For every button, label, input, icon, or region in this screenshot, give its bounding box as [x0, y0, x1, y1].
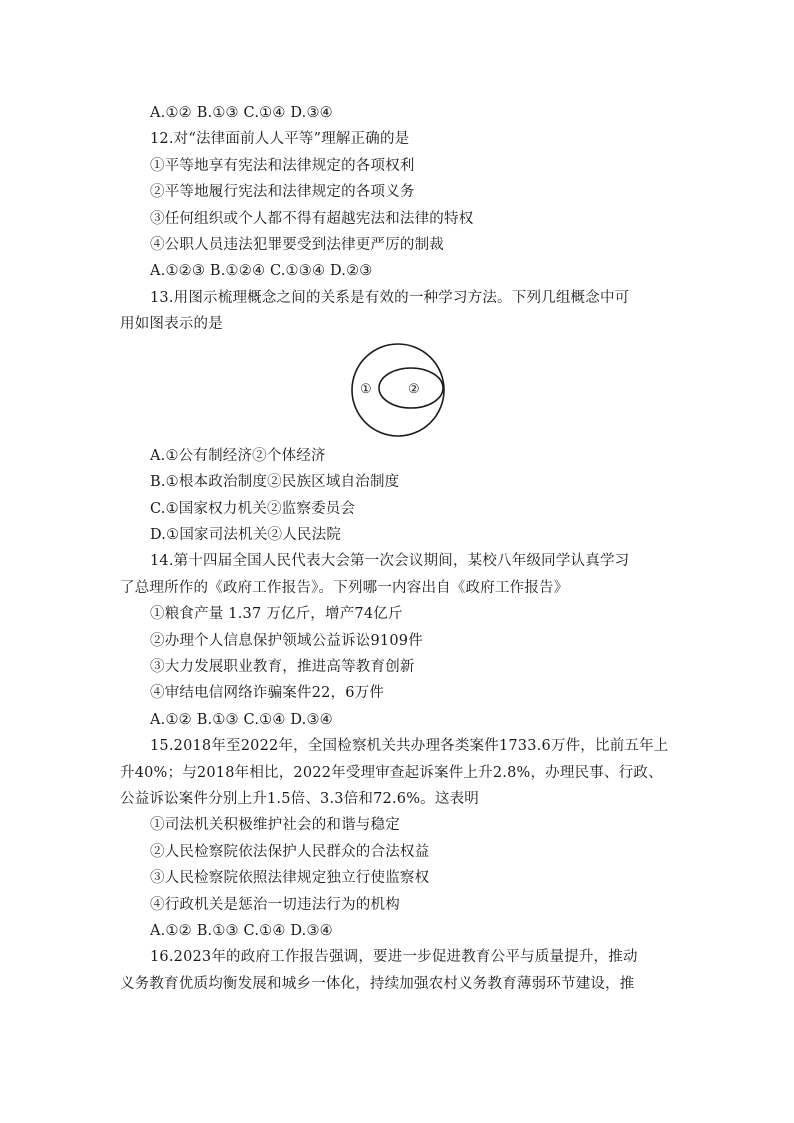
inner-ellipse-label: ② [408, 382, 420, 397]
q15-stem-line-2: 升40%；与2018年相比，2022年受理审查起诉案件上升2.8%，办理民事、行政、 [120, 765, 663, 781]
q14-stem-line-2: 了总理所作的《政府工作报告》。下列哪一内容出自《政府工作报告》 [120, 580, 569, 596]
q15-item-2: ②人民检察院依法保护人民群众的合法权益 [150, 844, 430, 860]
q15-item-1: ①司法机关积极维护社会的和谐与稳定 [150, 817, 400, 833]
q14-item-4: ④审结电信网络诈骗案件22，6万件 [150, 685, 385, 701]
q15-item-3: ③人民检察院依照法律规定独立行使监察权 [150, 870, 430, 886]
q16-stem-line-2: 义务教育优质均衡发展和城乡一体化，持续加强农村义务教育薄弱环节建设，推 [120, 976, 635, 992]
q12-options: A.①②③ B.①②④ C.①③④ D.②③ [150, 263, 373, 279]
q15-stem-line-3: 公益诉讼案件分别上升1.5倍、3.3倍和72.6%。这表明 [120, 791, 479, 807]
q11-options: A.①② B.①③ C.①④ D.③④ [150, 105, 333, 121]
q13-option-a: A.①公有制经济②个体经济 [150, 448, 326, 464]
q13-stem-line-2: 用如图表示的是 [120, 316, 223, 332]
q15-item-4: ④行政机关是惩治一切违法行为的机构 [150, 897, 400, 913]
q12-stem: 12.对“法律面前人人平等”理解正确的是 [150, 131, 410, 147]
q14-item-3: ③大力发展职业教育，推进高等教育创新 [150, 659, 415, 675]
q16-stem-line-1: 16.2023年的政府工作报告强调，要进一步促进教育公平与质量提升，推动 [150, 949, 638, 965]
outer-circle-label: ① [360, 382, 372, 397]
q13-option-d: D.①国家司法机关②人民法院 [150, 527, 342, 543]
q12-item-3: ③任何组织或个人都不得有超越宪法和法律的特权 [150, 211, 474, 227]
q14-item-2: ②办理个人信息保护领域公益诉讼9109件 [150, 633, 423, 649]
concept-diagram [345, 340, 455, 440]
q14-options: A.①② B.①③ C.①④ D.③④ [150, 712, 333, 728]
q14-stem-line-1: 14.第十四届全国人民代表大会第一次会议期间，某校八年级同学认真学习 [150, 553, 630, 569]
q15-stem-line-1: 15.2018年至2022年，全国检察机关共办理各类案件1733.6万件，比前五年上 [150, 738, 669, 754]
q12-item-1: ①平等地享有宪法和法律规定的各项权利 [150, 158, 415, 174]
q14-item-1: ①粮食产量 1.37 万亿斤，增产74亿斤 [150, 606, 403, 622]
q12-item-4: ④公职人员违法犯罪要受到法律更严厉的制裁 [150, 237, 444, 253]
q15-options: A.①② B.①③ C.①④ D.③④ [150, 923, 333, 939]
q13-option-c: C.①国家权力机关②监察委员会 [150, 501, 356, 517]
q13-stem-line-1: 13.用图示梳理概念之间的关系是有效的一种学习方法。下列几组概念中可 [150, 290, 630, 306]
q13-option-b: B.①根本政治制度②民族区域自治制度 [150, 474, 400, 490]
q12-item-2: ②平等地履行宪法和法律规定的各项义务 [150, 184, 415, 200]
